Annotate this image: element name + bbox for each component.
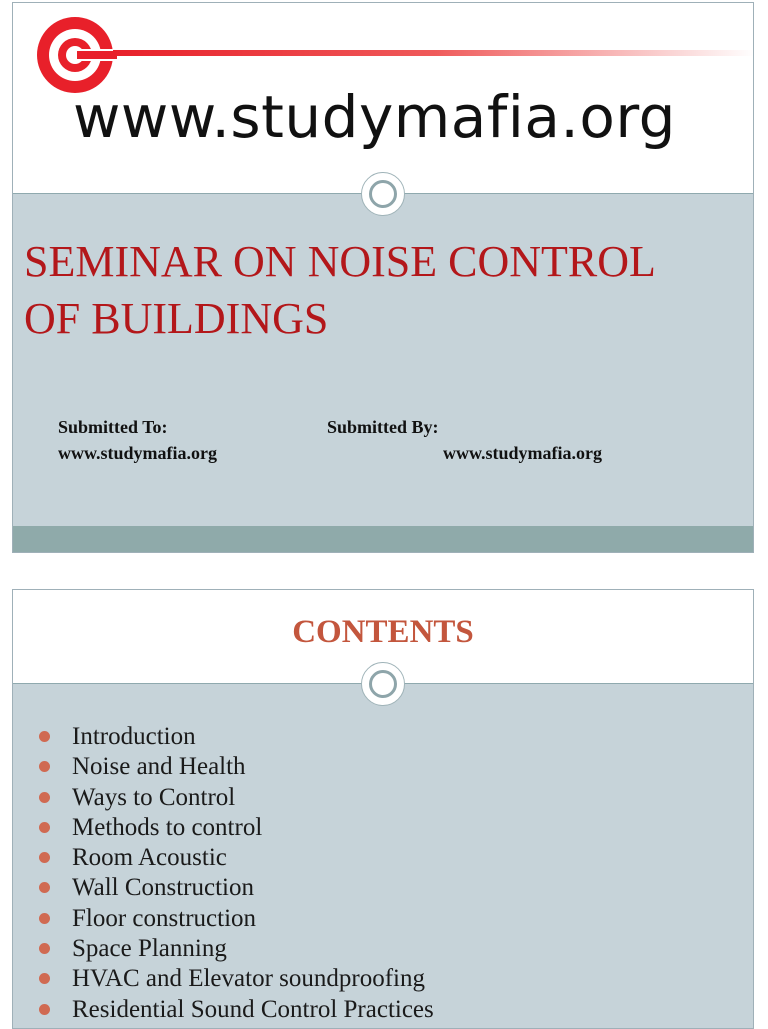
list-item-label: Residential Sound Control Practices <box>72 995 434 1023</box>
ring-separator-icon <box>361 172 405 216</box>
site-url: www.studymafia.org <box>73 83 676 151</box>
list-item <box>13 964 434 994</box>
list-item-label: HVAC and Elevator soundproofing <box>72 965 425 993</box>
list-item <box>13 783 434 813</box>
list-item <box>13 934 434 964</box>
logo-line <box>113 50 754 56</box>
list-item <box>13 843 434 873</box>
circle-bullet-icon <box>39 943 50 954</box>
circle-bullet-icon <box>39 1004 50 1015</box>
list-item-label: Space Planning <box>72 935 227 963</box>
slide-footer-bar <box>13 526 753 552</box>
list-item-label: Methods to control <box>72 813 263 841</box>
submitted-to-label: Submitted To: <box>58 417 168 437</box>
slide-title <box>24 233 744 347</box>
circle-bullet-icon <box>39 882 50 893</box>
contents-heading: CONTENTS <box>292 614 474 650</box>
circle-bullet-icon <box>39 792 50 803</box>
list-item-label: Introduction <box>72 723 196 750</box>
list-item-label: Room Acoustic <box>72 844 227 872</box>
submitted-to-value: www.studymafia.org <box>58 443 218 463</box>
list-item <box>13 722 434 752</box>
list-item <box>13 995 434 1025</box>
list-item <box>13 813 434 843</box>
title-line-2: OF BUILDINGS <box>24 294 329 343</box>
list-item <box>13 752 434 782</box>
circle-bullet-icon <box>39 852 50 863</box>
submitted-by-value: www.studymafia.org <box>443 443 603 463</box>
title-slide <box>12 2 754 553</box>
ring-separator-icon <box>361 662 405 706</box>
title-line-1: SEMINAR ON NOISE CONTROL <box>24 237 656 286</box>
circle-bullet-icon <box>39 973 50 984</box>
list-item <box>13 904 434 934</box>
contents-slide <box>12 589 754 1029</box>
circle-bullet-icon <box>39 761 50 772</box>
list-item-label: Floor construction <box>72 904 257 932</box>
list-item <box>13 873 434 903</box>
circle-bullet-icon <box>39 913 50 924</box>
list-item-label: Ways to Control <box>72 783 236 811</box>
list-item-label: Wall Construction <box>72 874 254 902</box>
circle-bullet-icon <box>39 822 50 833</box>
circle-bullet-icon <box>39 731 50 742</box>
contents-list <box>13 722 434 1025</box>
list-item-label: Noise and Health <box>72 753 246 781</box>
submitted-by-label: Submitted By: <box>327 417 439 437</box>
